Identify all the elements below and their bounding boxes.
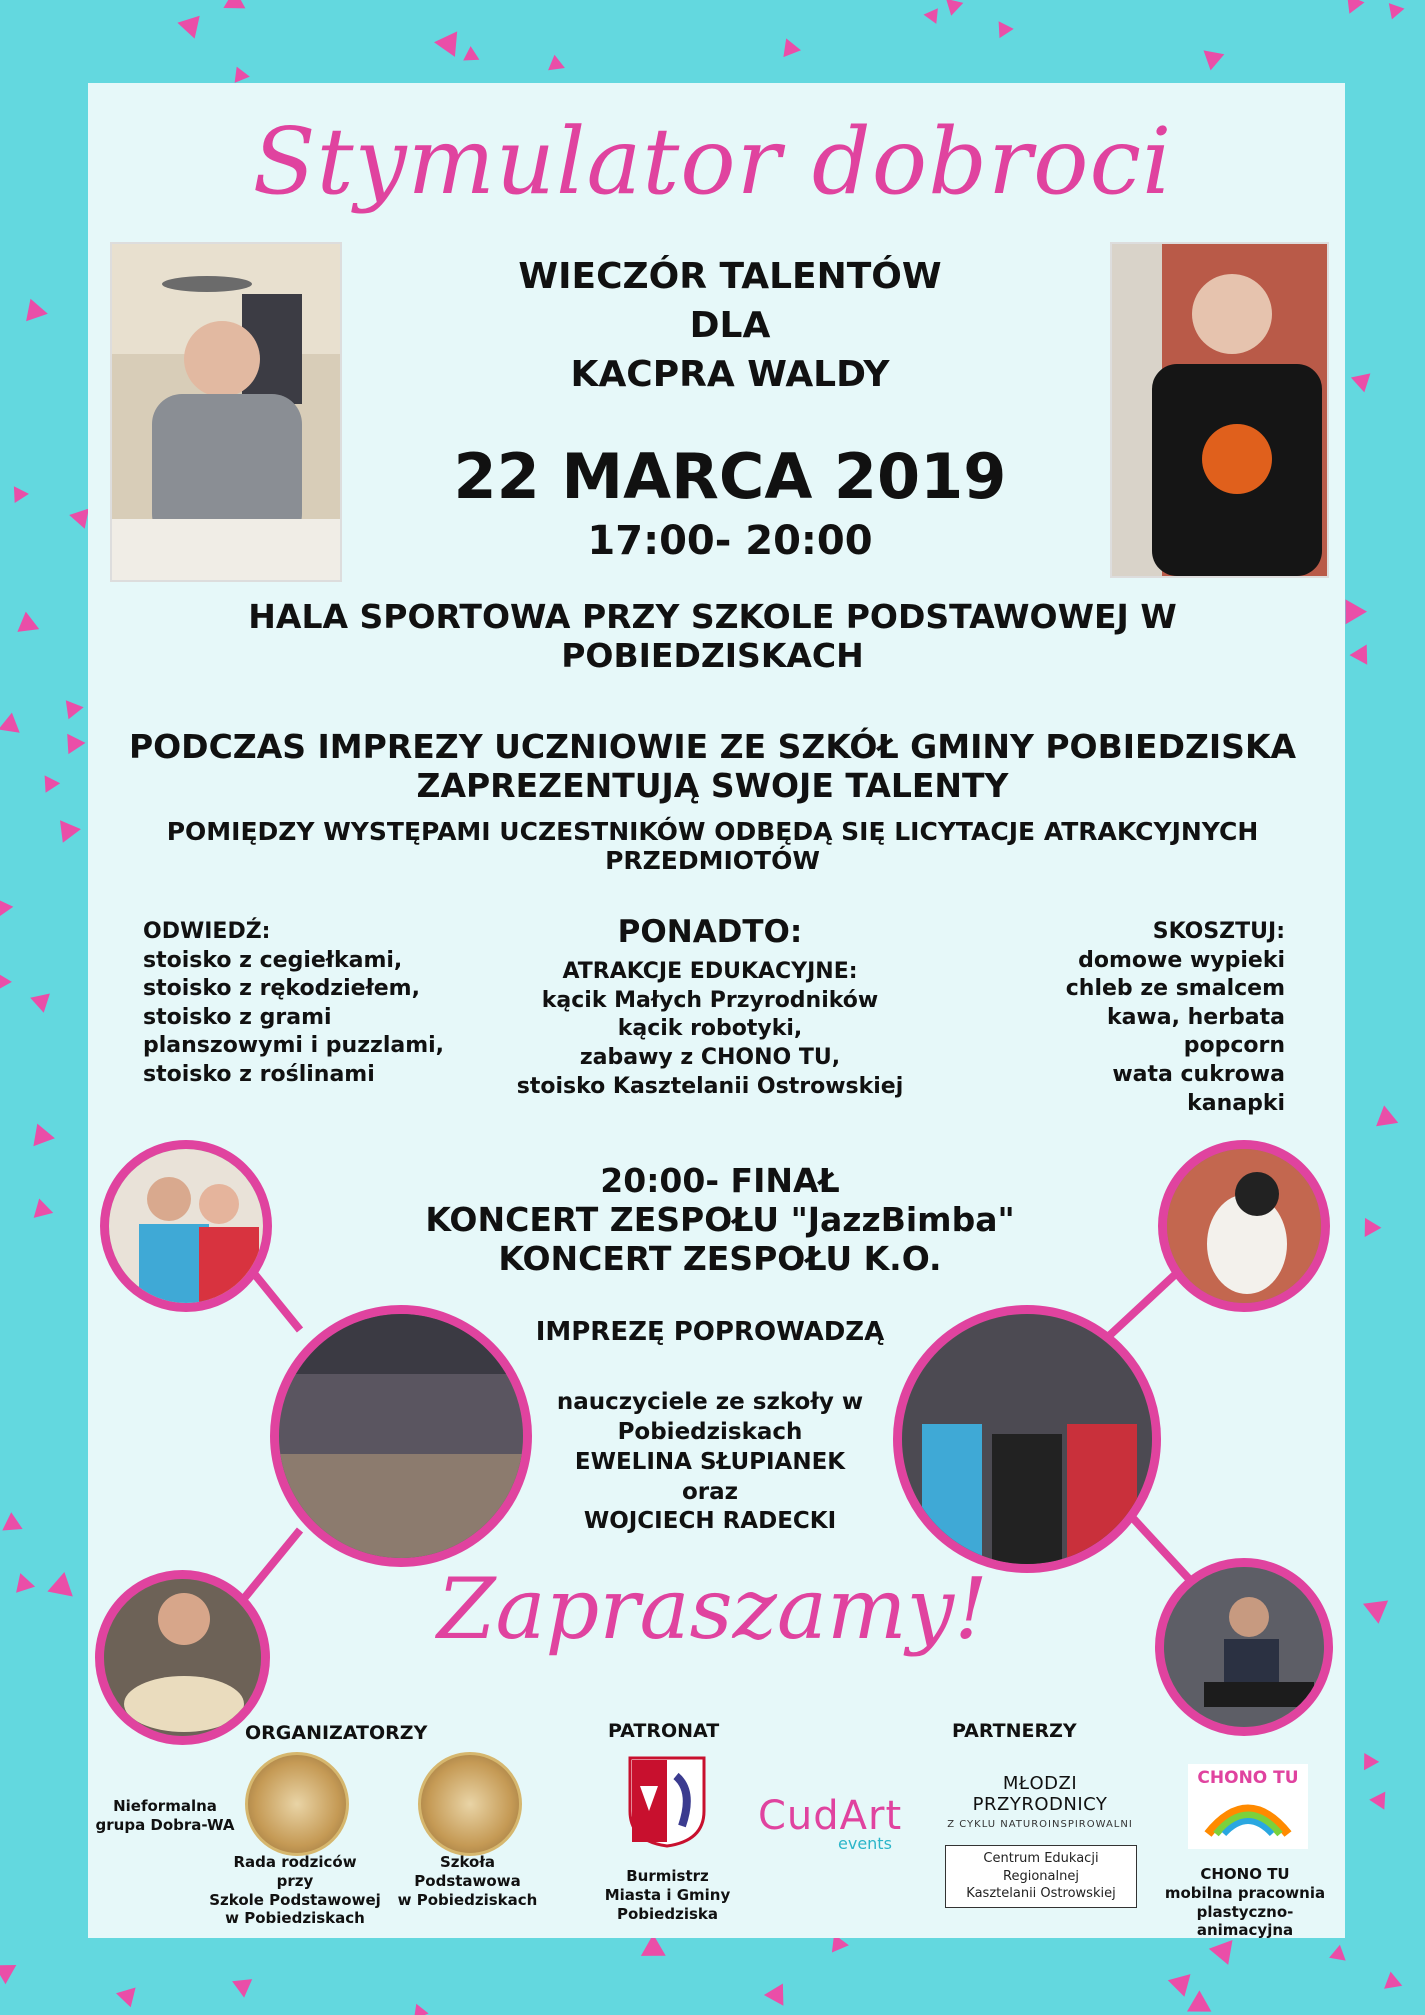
also-item: zabawy z CHONO TU, bbox=[579, 1045, 841, 1071]
visit-item: stoisko z grami bbox=[143, 1004, 332, 1030]
chono-line: plastyczno- animacyjna bbox=[1196, 1902, 1294, 1940]
photo-circle-group bbox=[893, 1305, 1161, 1573]
taste-item: wata cukrowa bbox=[1112, 1061, 1285, 1087]
also-item: kącik robotyki, bbox=[617, 1016, 803, 1042]
also-heading: PONADTO: bbox=[617, 914, 803, 950]
patronage-line: Pobiedziska bbox=[617, 1904, 718, 1923]
organizer-group bbox=[90, 1797, 240, 1835]
finale-line-1: 20:00- FINAŁ bbox=[600, 1161, 840, 1200]
organizer-school-line: w Pobiedziskach bbox=[397, 1890, 538, 1909]
venue-line-2: POBIEDZISKACH bbox=[561, 635, 864, 675]
organizer-parents-line: Szkole Podstawowej bbox=[209, 1890, 381, 1909]
hosts-line-2: Pobiedziskach bbox=[617, 1418, 803, 1445]
subtitle-line-1: WIECZÓR TALENTÓW bbox=[518, 256, 942, 297]
hosts-line-1: nauczyciele ze szkoły w bbox=[556, 1388, 864, 1415]
mlodzi-logo-sub: Z CYKLU NATUROINSPIROWALNI bbox=[947, 1819, 1133, 1830]
invitation-text: Zapraszamy! bbox=[437, 1560, 988, 1658]
chono-logo-text: CHONO TU bbox=[1197, 1768, 1299, 1788]
organizer-school-line: Szkoła Podstawowa bbox=[414, 1853, 521, 1890]
event-date: 22 MARCA 2019 bbox=[453, 440, 1007, 513]
taste-heading: SKOSZTUJ: bbox=[1152, 919, 1285, 944]
finale-info bbox=[380, 1162, 1060, 1279]
organizer-parents-line: Rada rodziców bbox=[233, 1853, 357, 1871]
chono-tu-logo bbox=[1188, 1764, 1308, 1849]
cudart-logo-main: CudArt bbox=[758, 1793, 903, 1839]
photo-circle-teachers bbox=[100, 1140, 272, 1312]
event-time: 17:00- 20:00 bbox=[587, 518, 873, 564]
patronage-line: Burmistrz bbox=[626, 1867, 709, 1885]
organizer-parents bbox=[205, 1853, 385, 1928]
talents-line-1: PODCZAS IMPREZY UCZNIOWIE ZE SZKÓŁ GMINY POBIEDZISKA bbox=[128, 727, 1297, 766]
taste-item: chleb ze smalcem bbox=[1065, 976, 1285, 1002]
chono-line: CHONO TU bbox=[1200, 1865, 1290, 1883]
taste-item: kanapki bbox=[1187, 1090, 1285, 1116]
cudart-logo bbox=[758, 1793, 918, 1853]
subtitle-line-3: KACPRA WALDY bbox=[570, 354, 890, 396]
visit-item: planszowymi i puzzlami, bbox=[143, 1033, 445, 1059]
venue-line-1: HALA SPORTOWA PRZY SZKOLE PODSTAWOWEJ W bbox=[248, 597, 1177, 636]
cudart-logo-sub: events bbox=[838, 1834, 892, 1853]
patronage-line: Miasta i Gminy bbox=[604, 1885, 731, 1904]
hosts-heading: IMPREZĘ POPROWADZĄ bbox=[535, 1317, 885, 1347]
visit-item: stoisko z rękodziełem, bbox=[143, 976, 420, 1002]
finale-line-2: KONCERT ZESPOŁU "JazzBimba" bbox=[425, 1199, 1015, 1239]
organizer-parents-line: przy bbox=[276, 1871, 314, 1890]
hosts-info bbox=[520, 1318, 900, 1537]
organizer-school bbox=[385, 1853, 550, 1909]
organizers-heading: ORGANIZATORZY bbox=[245, 1722, 428, 1744]
auction-line-1: POMIĘDZY WYSTĘPAMI UCZESTNIKÓW ODBĘDĄ SIĘ LICYTACJE ATRAKCYJNYCH bbox=[166, 817, 1259, 846]
also-subheading: ATRAKCJE EDUKACYJNE: bbox=[562, 959, 858, 985]
organizer-parents-line: w Pobiedziskach bbox=[225, 1909, 365, 1928]
visit-item: stoisko z roślinami bbox=[143, 1061, 375, 1087]
pobiedziska-crest-icon bbox=[628, 1756, 706, 1848]
hosts-line-4: oraz bbox=[681, 1478, 739, 1505]
poster-title: Stymulator dobroci bbox=[252, 108, 1173, 215]
mlodzi-przyrodnicy-logo bbox=[940, 1773, 1140, 1830]
centrum-line: Centrum Edukacji Regionalnej bbox=[983, 1851, 1099, 1884]
subtitle-line-2: DLA bbox=[689, 305, 771, 347]
parents-council-logo bbox=[245, 1752, 349, 1856]
photo-circle-audience bbox=[270, 1305, 532, 1567]
also-item: kącik Małych Przyrodników bbox=[541, 987, 879, 1013]
photo-circle-dog bbox=[1158, 1140, 1330, 1312]
patronage-heading: PATRONAT bbox=[608, 1720, 720, 1742]
visit-item: stoisko z cegiełkami, bbox=[143, 947, 403, 973]
visit-heading: ODWIEDŹ: bbox=[143, 919, 271, 944]
talents-line-2: ZAPREZENTUJĄ SWOJE TALENTY bbox=[416, 765, 1009, 805]
hosts-line-5: WOJCIECH RADECKI bbox=[583, 1508, 837, 1535]
organizer-group-line: grupa Dobra-WA bbox=[95, 1815, 235, 1834]
partners-heading: PARTNERZY bbox=[952, 1720, 1077, 1742]
centrum-line: Kasztelanii Ostrowskiej bbox=[966, 1886, 1116, 1902]
finale-line-3: KONCERT ZESPOŁU K.O. bbox=[498, 1238, 942, 1278]
also-item: stoisko Kasztelanii Ostrowskiej bbox=[516, 1073, 904, 1099]
patronage-label bbox=[585, 1867, 750, 1923]
mlodzi-logo-main: MŁODZI PRZYRODNICY bbox=[972, 1773, 1108, 1815]
chono-line: mobilna pracownia bbox=[1164, 1883, 1326, 1902]
school-logo bbox=[418, 1752, 522, 1856]
auction-line-2: PRZEDMIOTÓW bbox=[605, 845, 820, 875]
taste-item: popcorn bbox=[1183, 1033, 1285, 1059]
centrum-edukacji-logo bbox=[945, 1845, 1137, 1908]
chono-tu-label bbox=[1150, 1865, 1340, 1940]
organizer-group-line: Nieformalna bbox=[113, 1797, 217, 1815]
hosts-line-3: EWELINA SŁUPIANEK bbox=[574, 1448, 846, 1475]
taste-item: kawa, herbata bbox=[1106, 1004, 1285, 1030]
taste-item: domowe wypieki bbox=[1078, 947, 1285, 973]
